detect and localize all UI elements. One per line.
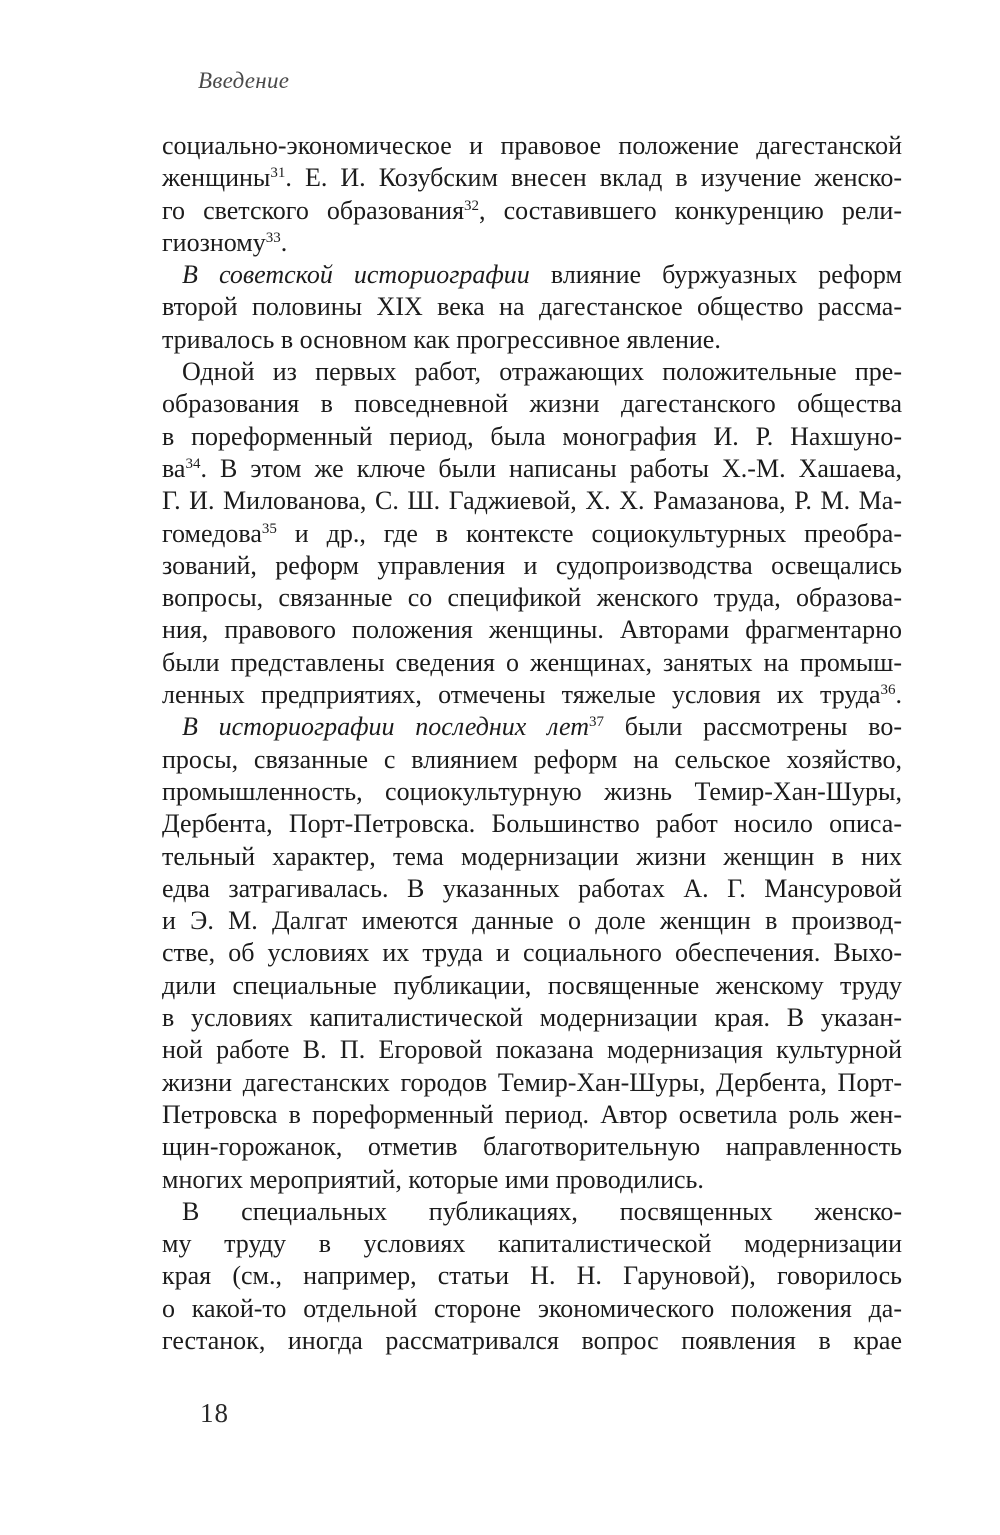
text-line <box>162 905 902 937</box>
text-run: и др., где в контексте социокультурных преобра- <box>276 518 902 548</box>
text-run: второй половины XIX века на дагестанское общество рассма- <box>162 292 902 322</box>
text-run: в условиях капиталистической модернизации края. В указан- <box>162 1003 902 1033</box>
text-line <box>162 518 902 550</box>
footnote-ref: 35 <box>261 520 277 537</box>
text-line <box>162 291 902 323</box>
text-run: гиозному <box>162 227 266 257</box>
text-run: женщины <box>162 163 271 193</box>
text-line <box>162 1228 902 1260</box>
text-line <box>162 485 902 517</box>
paragraph <box>162 356 902 711</box>
text-run: Петровска в пореформенный период. Автор осветила роль жен- <box>162 1099 902 1129</box>
footnote-ref: 33 <box>265 229 281 246</box>
text-line <box>162 582 902 614</box>
running-header: Введение <box>198 68 290 93</box>
text-line <box>162 421 902 453</box>
text-run: тельный характер, тема модернизации жизни женщин в них <box>162 841 902 871</box>
text-run: ной работе В. П. Егоровой показана модернизация культурной <box>162 1035 902 1065</box>
text-line <box>162 1260 902 1292</box>
text-run: Г. И. Милованова, С. Ш. Гаджиевой, Х. Х. Рамазанова, Р. М. Ма- <box>162 486 902 516</box>
text-run: . <box>895 680 902 710</box>
text-run: и Э. М. Далгат имеются данные о доле женщин в производ- <box>162 906 902 936</box>
text-run: . В этом же ключе были написаны работы Х.-М. Хашаева, <box>200 453 902 483</box>
text-line <box>162 679 902 711</box>
text-line <box>162 1002 902 1034</box>
text-line <box>162 259 902 291</box>
text-run: промышленность, социокультурную жизнь Темир-Хан-Шуры, <box>162 776 902 806</box>
text-run: В специальных публикациях, посвященных женско- <box>182 1196 902 1226</box>
text-run: многих мероприятий, которые ими проводились. <box>162 1164 704 1194</box>
paragraph <box>162 711 902 1195</box>
text-run: , составившего конкуренцию рели- <box>479 195 902 225</box>
text-line <box>162 970 902 1002</box>
text-run: образования в повседневной жизни дагестанского общества <box>162 389 902 419</box>
text-line <box>162 1099 902 1131</box>
text-line <box>162 356 902 388</box>
text-line <box>162 453 902 485</box>
text-line <box>162 873 902 905</box>
text-line <box>162 1131 902 1163</box>
text-run: дили специальные публикации, посвященные женскому труду <box>162 970 902 1000</box>
text-run: щин-горожанок, отметив благотворительную направленность <box>162 1132 902 1162</box>
text-run: жизни дагестанских городов Темир-Хан-Шуры, Дербента, Порт- <box>162 1067 902 1097</box>
text-line <box>162 130 902 162</box>
text-line <box>162 841 902 873</box>
text-run: в пореформенный период, была монография И. Р. Нахшуно- <box>162 421 902 451</box>
text-line <box>162 1034 902 1066</box>
text-line <box>162 550 902 582</box>
paragraph <box>162 259 902 356</box>
text-line <box>162 388 902 420</box>
text-run: социально-экономическое и правовое положение дагестанской <box>162 131 902 160</box>
paragraph <box>162 1196 902 1357</box>
text-run: В советской историографии <box>182 260 530 290</box>
text-run: края (см., например, статьи Н. Н. Гаруновой), говорилось <box>162 1261 902 1291</box>
text-line <box>162 614 902 646</box>
text-line <box>162 162 902 194</box>
text-line <box>162 1067 902 1099</box>
text-line <box>162 647 902 679</box>
text-run: стве, об условиях их труда и социального обеспечения. Выхо- <box>162 938 902 968</box>
text-line <box>162 227 902 259</box>
text-run: просы, связанные с влиянием реформ на сельское хозяйство, <box>162 744 902 774</box>
text-run: му труду в условиях капиталистической модернизации <box>162 1229 902 1259</box>
text-run: ния, правового положения женщины. Авторами фрагментарно <box>162 615 902 645</box>
footnote-ref: 36 <box>880 682 896 699</box>
text-run: вопросы, связанные со спецификой женского труда, образова- <box>162 583 902 613</box>
text-run: . <box>280 227 288 257</box>
text-line <box>162 324 902 356</box>
footnote-ref: 34 <box>185 455 201 472</box>
body-text <box>162 130 902 1357</box>
text-run: гестанок, иногда рассматривался вопрос появления в крае <box>162 1325 902 1355</box>
page-number: 18 <box>200 1398 229 1428</box>
footnote-ref: 32 <box>464 197 480 214</box>
text-line <box>162 1164 902 1196</box>
text-run: Одной из первых работ, отражающих положительные пре- <box>182 357 902 387</box>
text-line <box>162 195 902 227</box>
footnote-ref: 37 <box>589 714 605 731</box>
text-run: тривалось в основном как прогрессивное явление. <box>162 324 721 354</box>
text-run: ва <box>162 453 186 483</box>
text-run: зований, реформ управления и судопроизводства освещались <box>162 550 902 580</box>
footnote-ref: 31 <box>270 165 286 182</box>
text-line <box>162 711 902 743</box>
text-run: едва затрагивалась. В указанных работах А. Г. Мансуровой <box>162 873 902 903</box>
text-run: были рассмотрены во- <box>604 712 902 742</box>
text-line <box>162 808 902 840</box>
text-run: о какой-то отдельной стороне экономического положения да- <box>162 1293 902 1323</box>
text-line <box>162 1196 902 1228</box>
text-run: влияние буржуазных реформ <box>529 260 902 290</box>
text-run: . Е. И. Козубским внесен вклад в изучение женско- <box>285 163 902 193</box>
text-line <box>162 937 902 969</box>
text-run: го светского образования <box>162 195 465 225</box>
text-run: ленных предприятиях, отмечены тяжелые условия их труда <box>162 680 881 710</box>
text-line <box>162 776 902 808</box>
text-line <box>162 1325 902 1357</box>
text-line <box>162 1293 902 1325</box>
text-line <box>162 744 902 776</box>
text-run: гомедова <box>162 518 262 548</box>
text-run: были представлены сведения о женщинах, занятых на промыш- <box>162 647 902 677</box>
text-run: Дербента, Порт-Петровска. Большинство работ носило описа- <box>162 809 902 839</box>
paragraph <box>162 130 902 259</box>
text-run: В историографии последних лет <box>182 712 590 742</box>
